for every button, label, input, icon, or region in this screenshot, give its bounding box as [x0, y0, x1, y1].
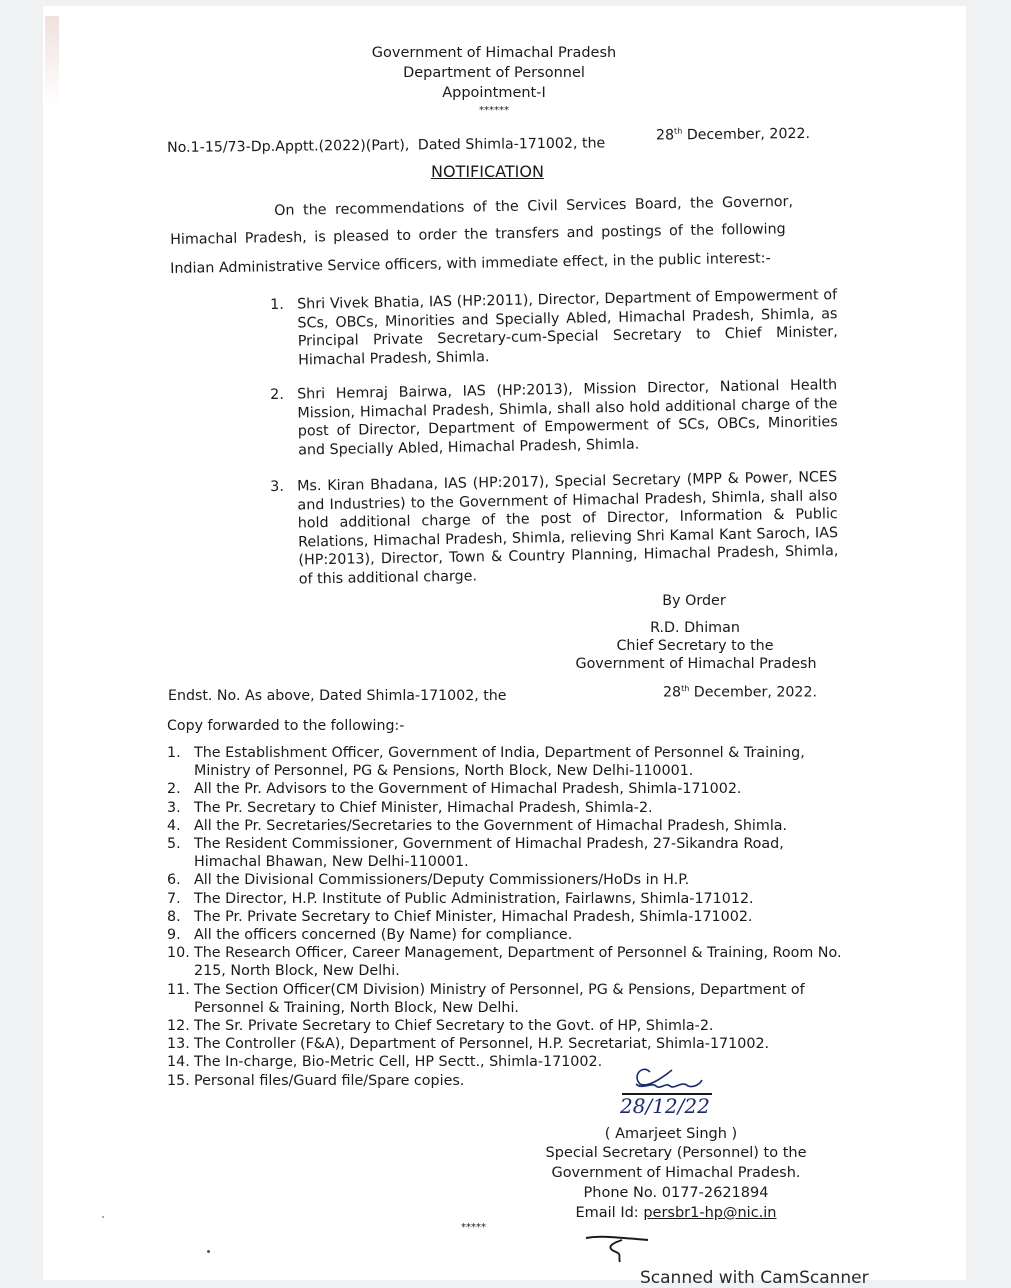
signatory-designation-2: Government of Himachal Pradesh.	[551, 1165, 801, 1181]
signatory-name: ( Amarjeet Singh )	[604, 1126, 738, 1142]
reference-date	[656, 125, 810, 143]
by-order-name: R.D. Dhiman	[650, 620, 740, 636]
order-number: 1.	[270, 296, 284, 313]
copy-item-text: The In-charge, Bio-Metric Cell, HP Sectt., Shimla-171002.	[194, 1054, 603, 1071]
copy-item-number: 8.	[167, 908, 181, 925]
copy-item-number: 4.	[167, 817, 181, 834]
scan-dot	[207, 1250, 210, 1253]
copy-item-text: The Resident Commissioner, Government of Himachal Pradesh, 27-Sikandra Road, Himachal Bhawan, New Delhi-110001.	[194, 836, 784, 871]
copy-forwarded-list	[167, 744, 852, 1090]
endorsement-date-rest: December, 2022.	[689, 684, 817, 701]
order-number: 2.	[270, 386, 284, 403]
copy-list-item	[167, 1053, 852, 1071]
camscanner-watermark: Scanned with CamScanner	[640, 1268, 869, 1288]
copy-item-text: The Section Officer(CM Division) Ministry of Personnel, PG & Pensions, Department of Personnel & Training, North Block, New Delhi.	[194, 981, 805, 1016]
reference-dated: Dated Shimla-171002, the	[417, 135, 606, 154]
copy-item-number: 11.	[167, 981, 190, 998]
intro-line-1: On the recommendations of the Civil Services Board, the Governor,	[274, 193, 794, 219]
copy-list-item	[167, 981, 852, 1017]
scan-dot	[102, 1216, 104, 1218]
copy-list-item	[167, 780, 852, 798]
endorsement-ref: Endst. No. As above, Dated Shimla-171002, the	[168, 688, 507, 704]
header-department: Department of Personnel	[403, 65, 585, 81]
header-section: Appointment-I	[442, 85, 546, 101]
notification-title: NOTIFICATION	[431, 162, 544, 181]
header-government: Government of Himachal Pradesh	[371, 45, 617, 61]
reference-date-sup: th	[673, 126, 683, 136]
copy-item-number: 3.	[167, 799, 181, 816]
copy-list-item	[167, 890, 852, 908]
copy-list-item	[167, 926, 852, 944]
copy-item-text: All the Pr. Advisors to the Government of Himachal Pradesh, Shimla-171002.	[194, 781, 742, 798]
copy-item-number: 1.	[167, 745, 181, 761]
copy-item-text: The Establishment Officer, Government of India, Department of Personnel & Training, Ministry of Personnel, PG & Pensions, North Block, New Delhi-110001.	[194, 745, 805, 780]
signed-date: 28/12/22	[620, 1094, 710, 1118]
copy-item-number: 9.	[167, 927, 181, 944]
intro-line-2: Himachal Pradesh, is pleased to order the transfers and postings of the following	[170, 221, 786, 248]
copy-list-item	[167, 817, 852, 835]
footer-stars: *****	[461, 1222, 486, 1233]
copy-item-text: The Pr. Private Secretary to Chief Minister, Himachal Pradesh, Shimla-171002.	[194, 908, 753, 925]
copy-item-text: The Pr. Secretary to Chief Minister, Himachal Pradesh, Shimla-2.	[194, 799, 653, 816]
endorsement-date-day: 28	[663, 684, 682, 701]
by-order-label: By Order	[662, 593, 726, 609]
copy-list-item	[167, 799, 852, 817]
copy-item-text: All the officers concerned (By Name) for compliance.	[194, 927, 573, 944]
copy-item-text: All the Pr. Secretaries/Secretaries to the Government of Himachal Pradesh, Shimla.	[194, 817, 788, 834]
copy-item-number: 15.	[167, 1072, 190, 1089]
copy-list-item	[167, 908, 852, 926]
order-text: Ms. Kiran Bhadana, IAS (HP:2017), Special Secretary (MPP & Power, NCES and Industries) to the Government of Himachal Pradesh, Shimla, shall also hold additional charge of the post of Director, Information & Public Relations, Himachal Pradesh, Shimla, relieving Shri Kamal Kant Saroch, IAS (HP:2013), Director, Town & Country Planning, Himachal Pradesh, Shimla, of this additional charge.	[297, 469, 839, 588]
signatory-email-line	[546, 1204, 806, 1224]
copy-item-text: The Controller (F&A), Department of Personnel, H.P. Secretariat, Shimla-171002.	[194, 1036, 770, 1053]
reference-file-number: No.1-15/73-Dp.Apptt.(2022)(Part),	[167, 137, 410, 156]
copy-list-item	[167, 944, 852, 980]
copy-item-number: 13.	[167, 1036, 190, 1053]
by-order-designation-2: Government of Himachal Pradesh	[575, 656, 817, 672]
copy-item-text: All the Divisional Commissioners/Deputy Commissioners/HoDs in H.P.	[194, 872, 690, 889]
copy-item-text: The Sr. Private Secretary to Chief Secretary to the Govt. of HP, Shimla-2.	[194, 1018, 714, 1035]
copy-item-number: 6.	[167, 872, 181, 889]
copy-item-number: 10.	[167, 945, 190, 962]
email-link[interactable]: persbr1-hp@nic.in	[643, 1205, 777, 1221]
order-text: Shri Hemraj Bairwa, IAS (HP:2013), Mission Director, National Health Mission, Himachal Pradesh, Shimla, shall also hold additional charge of the post of Director, Department of Empowerment of SCs, OBCs, Minorities and Specially Abled, Himachal Pradesh, Shimla.	[297, 377, 838, 459]
copy-item-text: Personal files/Guard file/Spare copies.	[194, 1072, 465, 1089]
copy-list-item	[167, 744, 852, 780]
scan-smudge	[45, 16, 59, 106]
copy-list-item	[167, 1035, 852, 1053]
header-stars: ******	[479, 105, 509, 116]
signatory-designation-1: Special Secretary (Personnel) to the	[545, 1145, 807, 1161]
copy-list-item	[167, 871, 852, 889]
endorsement-date	[663, 684, 817, 701]
copy-forwarded-heading: Copy forwarded to the following:-	[167, 718, 405, 734]
intro-line-3: Indian Administrative Service officers, with immediate effect, in the public interest:-	[170, 250, 771, 277]
order-number: 3.	[270, 478, 284, 495]
signatory-phone: Phone No. 0177-2621894	[583, 1185, 769, 1201]
copy-list-item	[167, 835, 852, 871]
endorsement-date-sup: th	[681, 684, 690, 693]
copy-item-text: The Director, H.P. Institute of Public Administration, Fairlawns, Shimla-171012.	[194, 890, 754, 907]
copy-list-item	[167, 1017, 852, 1035]
copy-item-number: 5.	[167, 836, 181, 853]
copy-item-number: 7.	[167, 890, 181, 907]
copy-item-number: 14.	[167, 1054, 190, 1071]
copy-list-item	[167, 1072, 852, 1090]
reference-date-day: 28	[655, 127, 675, 144]
copy-item-number: 12.	[167, 1018, 190, 1035]
by-order-designation-1: Chief Secretary to the	[616, 638, 774, 654]
order-text: Shri Vivek Bhatia, IAS (HP:2011), Director, Department of Empowerment of SCs, OBCs, Minorities and Specially Abled, Himachal Pradesh, Shimla, as Principal Private Secretary-cum-Special Secretary to Chief Minister, Himachal Pradesh, Shimla.	[297, 287, 838, 369]
email-label: Email Id:	[575, 1205, 644, 1221]
copy-item-text: The Research Officer, Career Management, Department of Personnel & Training, Room No. 215, North Block, New Delhi.	[194, 945, 842, 980]
reference-date-rest: December, 2022.	[682, 125, 811, 144]
copy-item-number: 2.	[167, 781, 181, 798]
handwritten-initial	[582, 1232, 652, 1266]
